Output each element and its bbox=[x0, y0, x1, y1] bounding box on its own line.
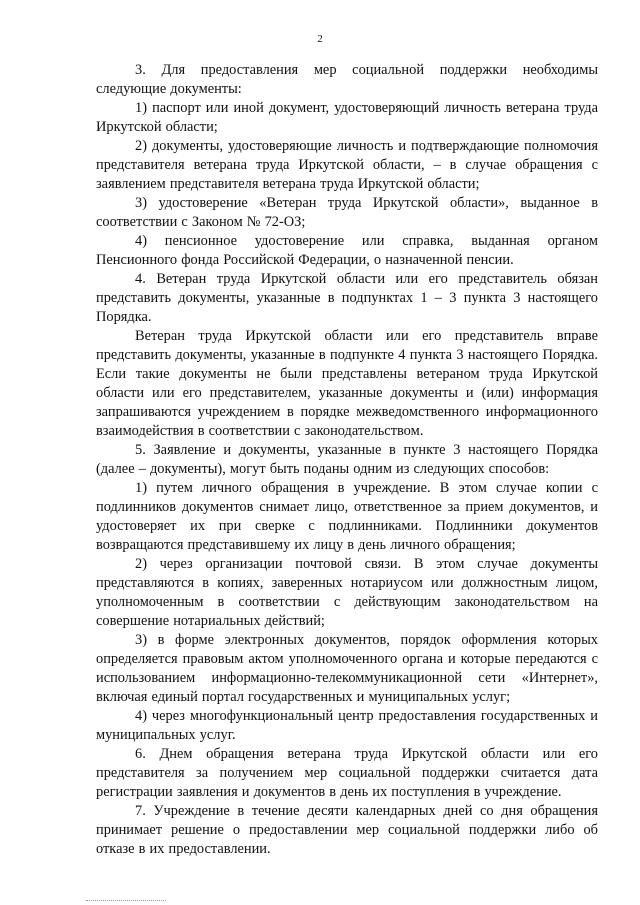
paragraph-3-3: 3) удостоверение «Ветеран труда Иркутской области», выданное в соответствии с Законом № 72-ОЗ; bbox=[96, 195, 598, 230]
paragraph-3-4: 4) пенсионное удостоверение или справка, выданная органом Пенсионного фонда Российской Федерации, о назначенной пенсии. bbox=[96, 233, 598, 268]
paragraph-5: 5. Заявление и документы, указанные в пункте 3 настоящего Порядка (далее – документы), могут быть поданы одним из следующих способов: bbox=[96, 442, 598, 477]
paragraph-3-1: 1) паспорт или иной документ, удостоверяющий личность ветерана труда Иркутской области; bbox=[96, 100, 598, 135]
page-number: 2 bbox=[317, 33, 323, 45]
paragraph-7: 7. Учреждение в течение десяти календарных дней со дня обращения принимает решение о предоставлении мер социальной поддержки либо об отказе в их предоставлении. bbox=[96, 803, 598, 857]
paragraph-3: 3. Для предоставления мер социальной поддержки необходимы следующие документы: bbox=[96, 62, 598, 97]
paragraph-3-2: 2) документы, удостоверяющие личность и подтверждающие полномочия представителя ветерана труда Иркутской области, – в случае обращения с заявлением представителя ветерана труда Иркутской области; bbox=[96, 138, 598, 192]
paragraph-5-1: 1) путем личного обращения в учреждение. В этом случае копии с подлинников документов снимает лицо, ответственное за прием документов, и удостоверяет их при сверке с подлинниками. Подлинники документов возвращаются представившему их лицу в день личного обращения; bbox=[96, 480, 598, 553]
paragraph-6: 6. Днем обращения ветерана труда Иркутской области или его представителя за получением мер социальной поддержки считается дата регистрации заявления и документов в день их поступления в учреждение. bbox=[96, 746, 598, 800]
paragraph-5-3: 3) в форме электронных документов, порядок оформления которых определяется правовым актом уполномоченного органа и которые передаются с использованием информационно-телекоммуникационной сети «Интернет», включая единый портал государственных и муниципальных услуг; bbox=[96, 632, 598, 705]
paragraph-4-cont: Ветеран труда Иркутской области или его представитель вправе представить документы, указанные в подпункте 4 пункта 3 настоящего Порядка. Если такие документы не были представлены ветераном труда Иркутской области или его представителем, указанные документы и (или) информация запрашиваются учреждением в порядке межведомственного информационного взаимодействия в соответствии с законодательством. bbox=[96, 328, 598, 439]
paragraph-4: 4. Ветеран труда Иркутской области или его представитель обязан представить документы, указанные в подпунктах 1 – 3 пункта 3 настоящего Порядка. bbox=[96, 271, 598, 325]
document-body bbox=[96, 61, 598, 859]
paragraph-5-2: 2) через организации почтовой связи. В этом случае документы представляются в копиях, заверенных нотариусом или должностным лицом, уполномоченным в соответствии с действующим законодательством на совершение нотариальных действий; bbox=[96, 556, 598, 629]
scan-artifact-divider bbox=[86, 899, 166, 901]
paragraph-5-4: 4) через многофункциональный центр предоставления государственных и муниципальных услуг. bbox=[96, 708, 598, 743]
